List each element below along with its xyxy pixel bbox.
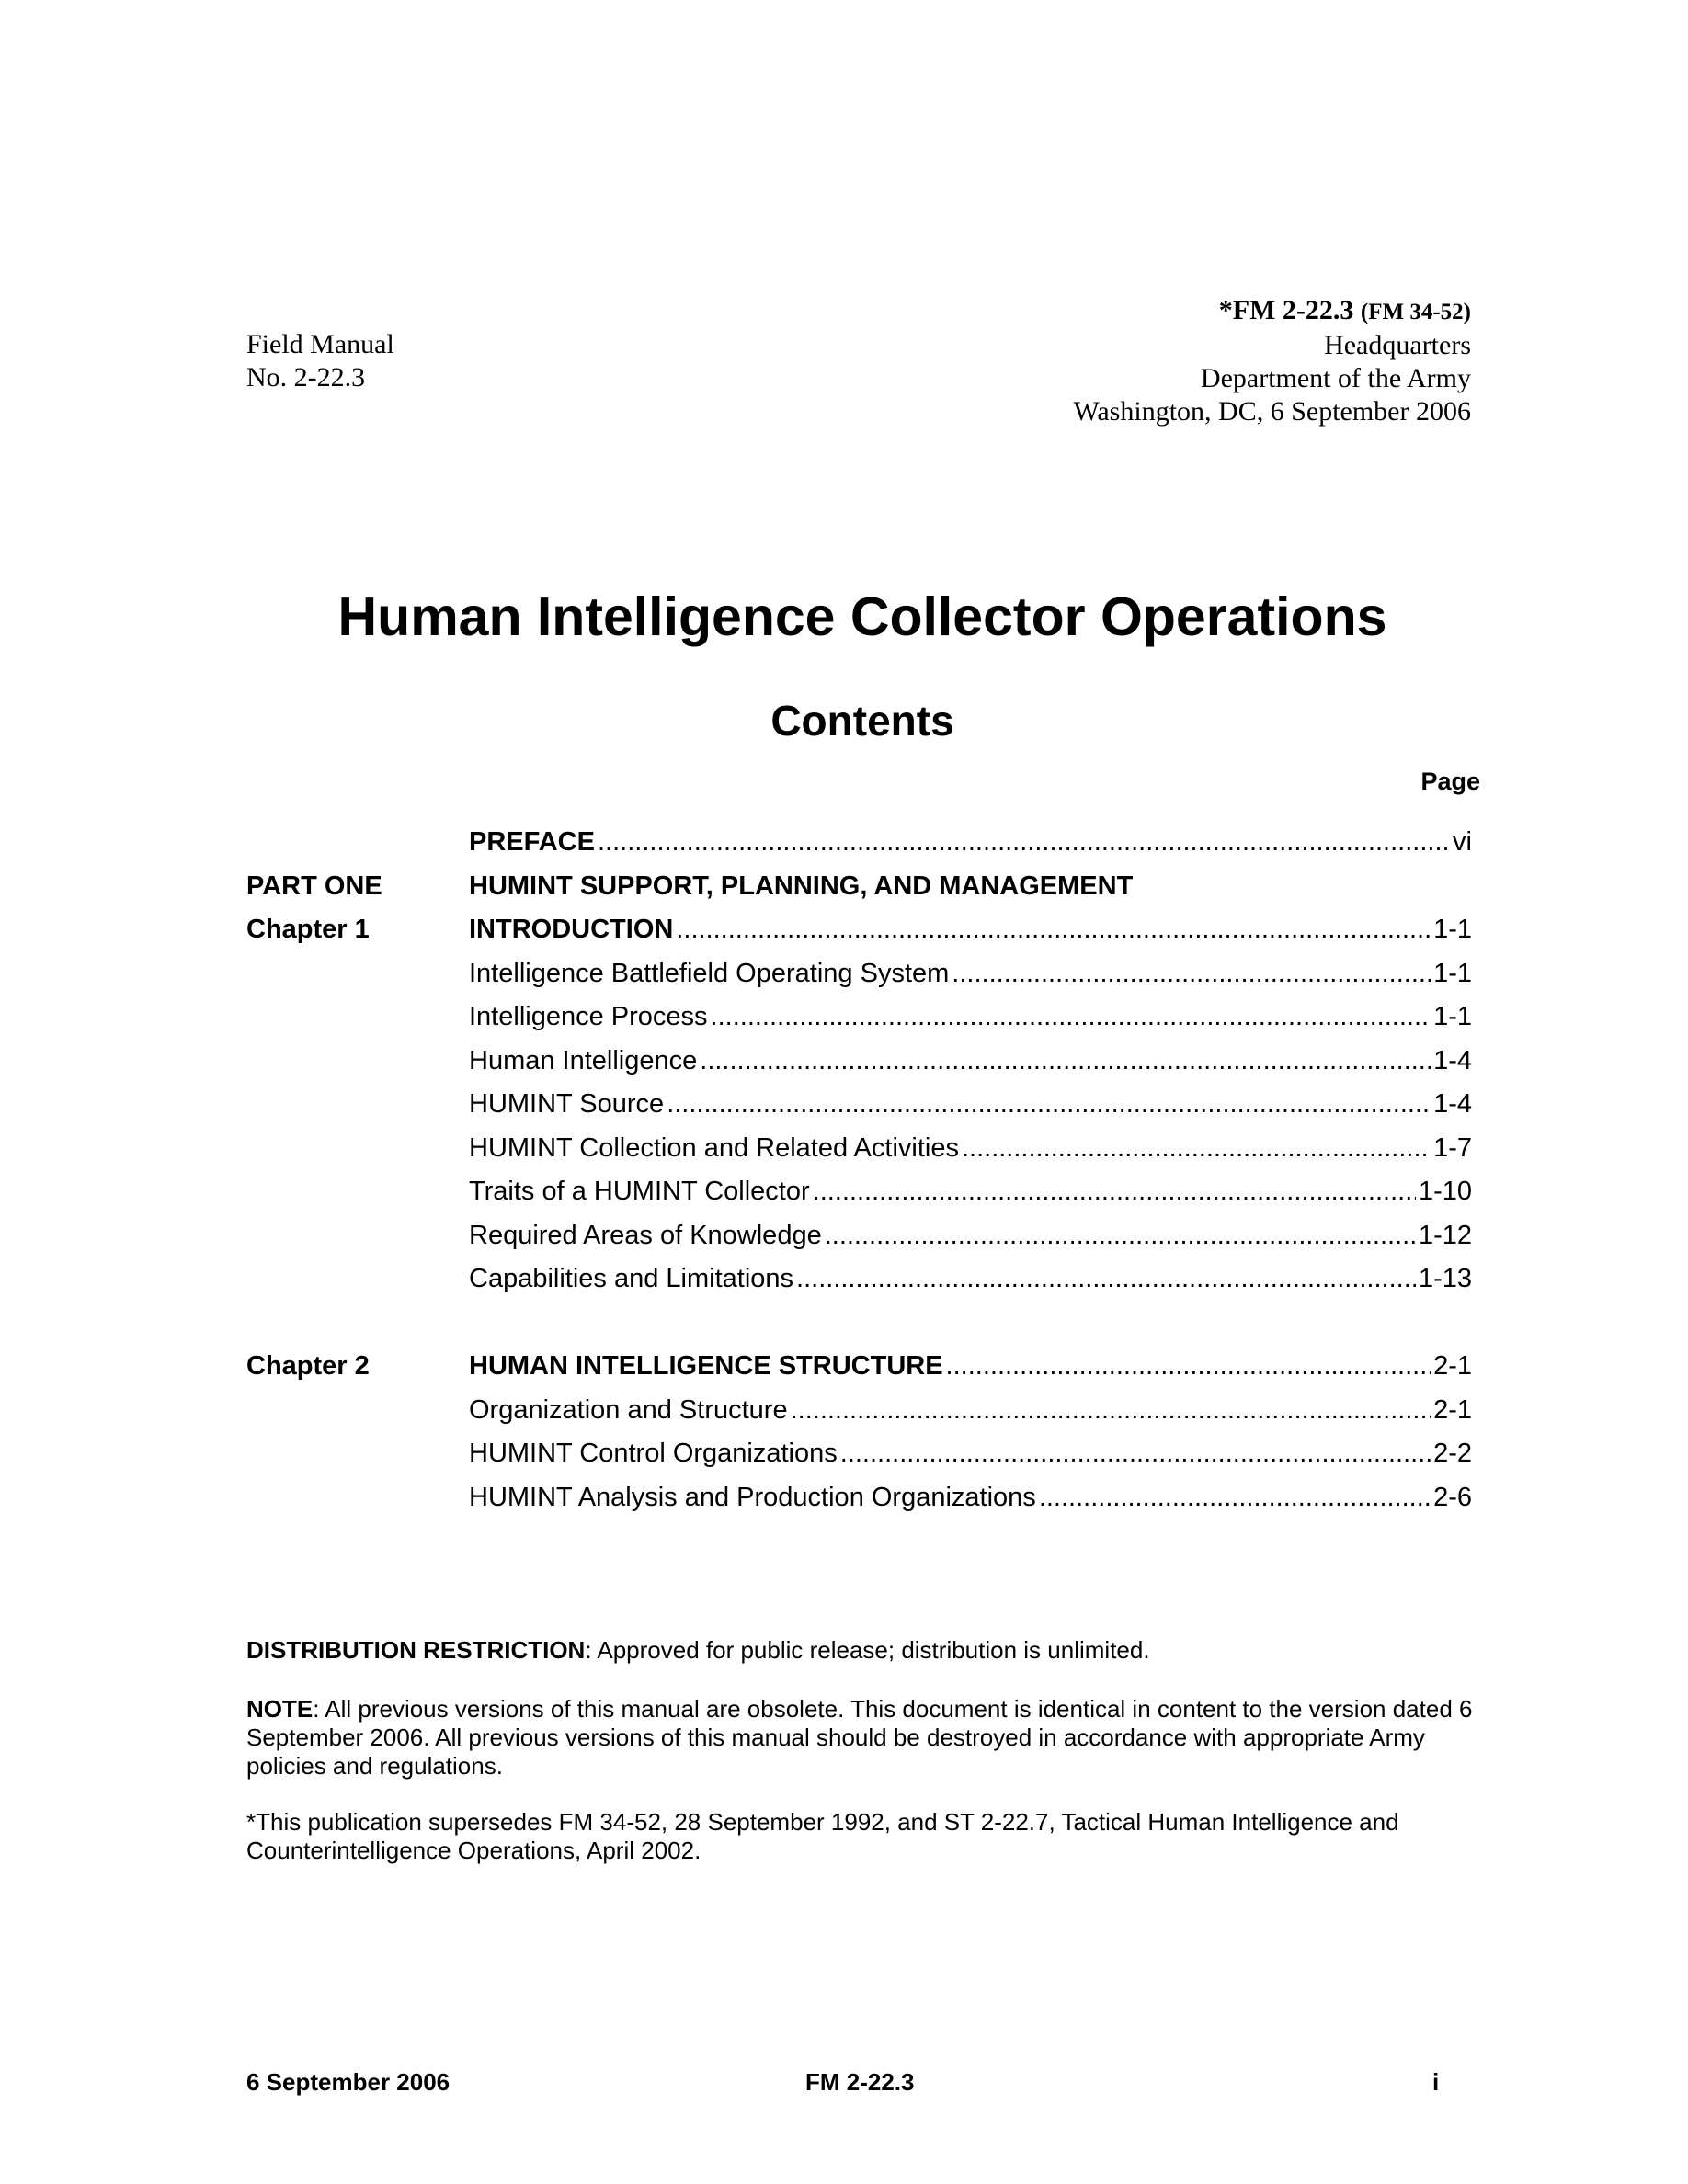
manual-designation-main: *FM 2-22.3 xyxy=(1218,295,1354,325)
toc-entry-title: INTRODUCTION xyxy=(469,915,674,944)
toc-dot-leader xyxy=(1039,1475,1431,1519)
distribution-restriction-label: DISTRIBUTION RESTRICTION xyxy=(246,1636,586,1664)
toc-dot-leader xyxy=(825,1213,1416,1257)
toc-entry-title: HUMINT SUPPORT, PLANNING, AND MANAGEMENT xyxy=(469,870,1134,901)
toc-entry xyxy=(0,1169,1688,1213)
contents-heading: Contents xyxy=(770,697,954,745)
toc-entry xyxy=(0,995,1688,1039)
location-date-line: Washington, DC, 6 September 2006 xyxy=(1073,396,1471,427)
toc-dot-leader xyxy=(676,907,1431,951)
page-column-label: Page xyxy=(1420,768,1480,795)
footer-page-number: i xyxy=(1432,2068,1440,2096)
toc-page-number: 1-13 xyxy=(1418,1264,1472,1293)
toc-entry xyxy=(0,1388,1688,1432)
toc-page-number: 1-7 xyxy=(1433,1132,1472,1163)
supersedes-note: *This publication supersedes FM 34-52, 28 September 1992, and ST 2-22.7, Tactical Human Intelligence and Counterintelligence Operations, April 2002. xyxy=(246,1808,1399,1864)
obsolete-note xyxy=(246,1695,1478,1780)
manual-designation xyxy=(1073,294,1471,329)
toc-entry-title: Required Areas of Knowledge xyxy=(469,1220,822,1250)
toc-entry-title: Intelligence Battlefield Operating System xyxy=(469,958,950,988)
toc-page-number: 2-1 xyxy=(1433,1394,1472,1425)
toc-entry-title: Intelligence Process xyxy=(469,1002,708,1031)
toc-entry-line xyxy=(469,1257,1472,1301)
toc-entry xyxy=(0,1082,1688,1126)
distribution-restriction-text: : Approved for public release; distribution is unlimited. xyxy=(585,1636,1150,1664)
document-title: Human Intelligence Collector Operations xyxy=(337,586,1387,647)
toc-dot-leader xyxy=(598,820,1450,864)
toc-entry-title: HUMINT Collection and Related Activities xyxy=(469,1132,959,1163)
toc-page-number: vi xyxy=(1453,827,1472,857)
field-manual-number: No. 2-22.3 xyxy=(246,362,366,392)
toc-dot-leader xyxy=(946,1344,1431,1388)
toc-entry-title: HUMINT Control Organizations xyxy=(469,1439,838,1468)
toc-entry-title: HUMINT Analysis and Production Organizations xyxy=(469,1482,1036,1512)
toc-entry-line xyxy=(469,951,1472,995)
toc-entry xyxy=(0,1126,1688,1170)
toc-page-number: 2-6 xyxy=(1433,1482,1472,1512)
toc-entry-line xyxy=(469,1126,1472,1170)
toc-entry xyxy=(0,1475,1688,1519)
field-manual-label: Field Manual xyxy=(246,329,394,359)
toc-entry-line xyxy=(469,907,1472,951)
toc-entry xyxy=(0,1431,1688,1475)
toc-entry xyxy=(0,1344,1688,1388)
toc-page-number: 1-4 xyxy=(1433,1045,1472,1075)
toc-entry-line xyxy=(469,1388,1472,1432)
toc-page-number: 1-1 xyxy=(1433,1002,1472,1031)
department-line: Department of the Army xyxy=(1200,363,1471,393)
toc-page-number: 2-1 xyxy=(1433,1351,1472,1381)
toc-dot-leader xyxy=(796,1257,1416,1301)
toc-entry-title: Organization and Structure xyxy=(469,1394,788,1425)
toc-section-label: PART ONE xyxy=(246,870,382,901)
toc-entry-line xyxy=(469,1344,1472,1388)
note-text: : All previous versions of this manual are obsolete. This document is identical in content to the version dated 6 September 2006. All previous versions of this manual should be destroyed in accordance with appropriate Army policies and regulations. xyxy=(246,1695,1473,1780)
toc-entry-line xyxy=(469,1431,1472,1475)
toc-entry xyxy=(0,907,1688,951)
toc-entry-line xyxy=(469,820,1472,864)
toc-page-number: 1-1 xyxy=(1433,958,1472,988)
toc-dot-leader xyxy=(962,1126,1431,1170)
toc-section-label: Chapter 2 xyxy=(246,1351,370,1381)
toc-entry-title: HUMINT Source xyxy=(469,1089,665,1119)
toc-entry xyxy=(0,820,1688,864)
toc-dot-leader xyxy=(711,995,1431,1039)
toc-entry-title: HUMAN INTELLIGENCE STRUCTURE xyxy=(469,1351,943,1381)
toc-page-number: 1-10 xyxy=(1418,1177,1472,1206)
toc-entry-line xyxy=(469,1039,1472,1083)
toc-dot-leader xyxy=(813,1169,1416,1213)
note-label: NOTE xyxy=(246,1695,314,1723)
toc-dot-leader xyxy=(700,1039,1431,1083)
header-left-block xyxy=(246,328,394,394)
toc-section-label: Chapter 1 xyxy=(246,915,370,944)
distribution-restriction xyxy=(246,1636,1478,1665)
toc-entry-line xyxy=(469,1475,1472,1519)
toc-entry-title: Traits of a HUMINT Collector xyxy=(469,1177,810,1206)
toc-dot-leader xyxy=(952,951,1431,995)
toc-entry xyxy=(0,1257,1688,1301)
toc-entry xyxy=(0,1213,1688,1257)
footer-date: 6 September 2006 xyxy=(246,2068,451,2096)
header-right-block xyxy=(1073,294,1471,428)
toc-page-number: 1-4 xyxy=(1433,1089,1472,1119)
toc-dot-leader xyxy=(791,1388,1431,1432)
manual-designation-supersedes: (FM 34-52) xyxy=(1360,300,1471,324)
footer-manual: FM 2-22.3 xyxy=(805,2068,915,2096)
toc-page-number: 1-12 xyxy=(1418,1220,1472,1250)
toc-entry-line xyxy=(469,864,1472,908)
toc-entry xyxy=(0,1039,1688,1083)
toc-entry-title: Human Intelligence xyxy=(469,1045,698,1075)
toc-entry-title: PREFACE xyxy=(469,827,595,857)
toc-dot-leader xyxy=(840,1431,1431,1475)
toc-page-number: 1-1 xyxy=(1433,915,1472,944)
headquarters-line: Headquarters xyxy=(1324,330,1471,360)
toc-entry xyxy=(0,951,1688,995)
toc-entry-line xyxy=(469,1213,1472,1257)
toc-dot-leader xyxy=(667,1082,1431,1126)
toc-entry-line xyxy=(469,1082,1472,1126)
toc-entry-line xyxy=(469,995,1472,1039)
toc-entry-title: Capabilities and Limitations xyxy=(469,1264,794,1293)
toc-page-number: 2-2 xyxy=(1433,1439,1472,1468)
toc-entry-line xyxy=(469,1169,1472,1213)
toc-entry xyxy=(0,864,1688,908)
